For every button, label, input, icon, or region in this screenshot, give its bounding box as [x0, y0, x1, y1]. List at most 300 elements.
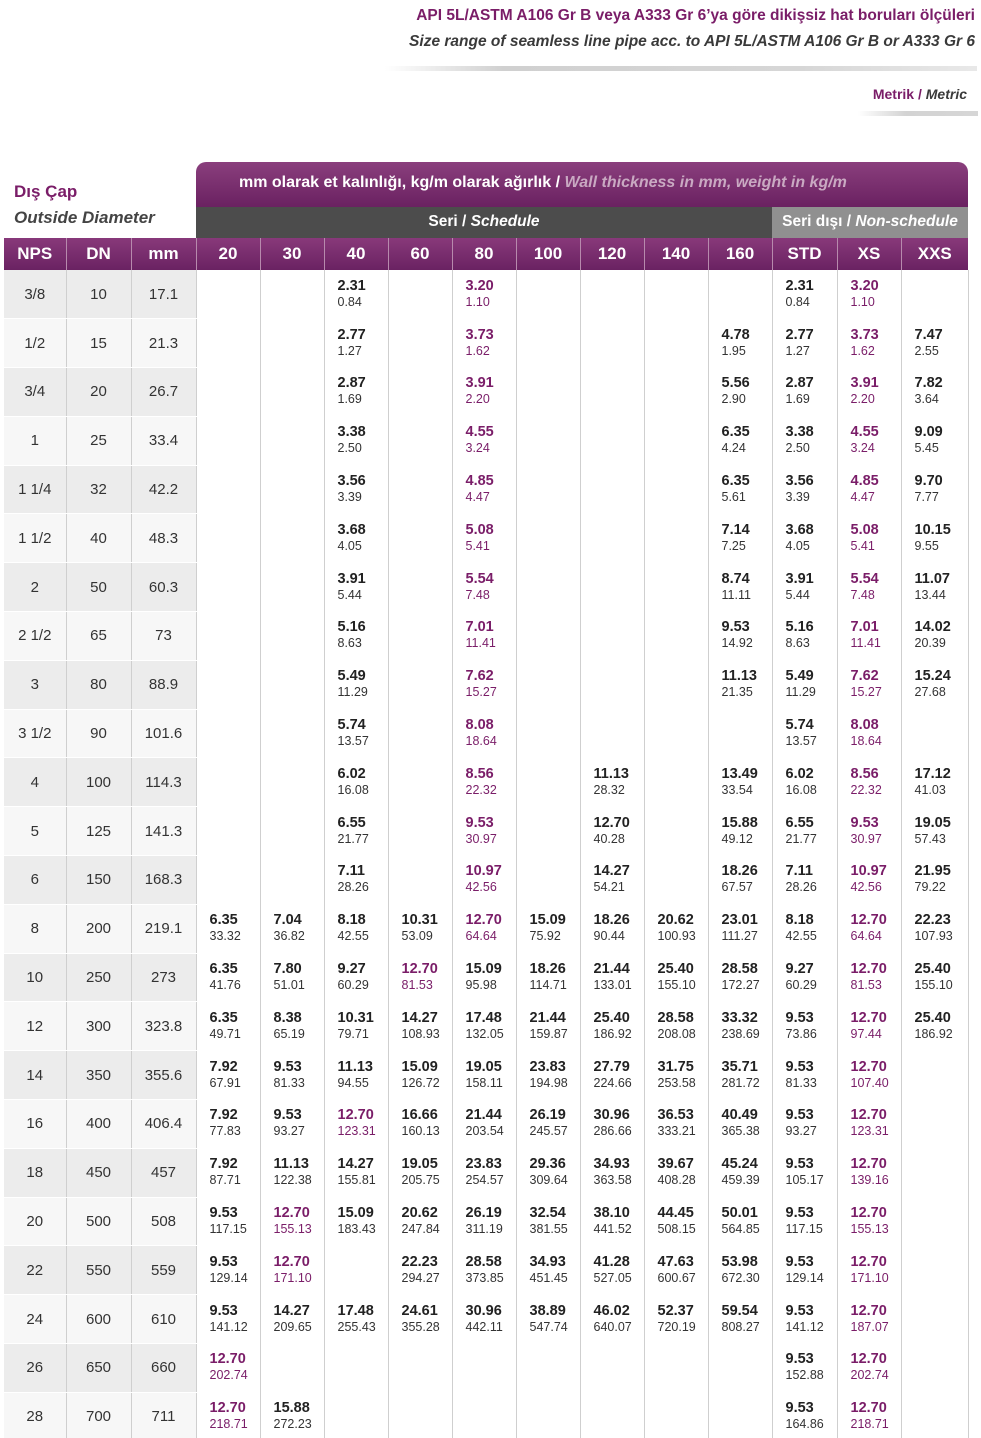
wall-thickness-value: 40.49 [721, 1107, 758, 1124]
weight-value: 108.93 [401, 1026, 440, 1041]
wall-thickness-value: 9.53 [785, 1302, 814, 1319]
cell-sch-std [772, 1148, 837, 1197]
cell-sch-40 [324, 758, 388, 807]
weight-value: 67.57 [721, 880, 753, 895]
weight-value: 40.28 [593, 831, 625, 846]
wall-thickness-value: 10.97 [850, 863, 887, 880]
weight-value: 105.17 [785, 1173, 824, 1188]
column-header-mm: mm [131, 238, 196, 270]
cell-sch-140 [644, 1051, 708, 1100]
cell-sch-80 [452, 416, 516, 465]
wall-thickness-value: 46.02 [593, 1302, 630, 1319]
wall-thickness-value: 9.53 [785, 1205, 814, 1222]
weight-value: 53.09 [401, 929, 433, 944]
cell-nps: 1 1/2 [4, 514, 66, 563]
cell-sch-40 [324, 1295, 388, 1344]
wall-thickness-value: 4.78 [721, 326, 750, 343]
weight-value: 28.32 [593, 782, 625, 797]
weight-value: 3.24 [465, 441, 490, 456]
cell-sch-xxs [901, 1295, 968, 1344]
wall-thickness-value: 7.62 [465, 668, 494, 685]
wall-thickness-value: 9.53 [721, 619, 750, 636]
wall-thickness-value: 21.44 [593, 961, 630, 978]
wall-thickness-value: 8.08 [850, 717, 879, 734]
wall-thickness-value: 25.40 [657, 961, 694, 978]
cell-sch-30 [260, 1246, 324, 1295]
cell-sch-std [772, 368, 837, 417]
cell-dn: 500 [66, 1197, 131, 1246]
cell-mm: 355.6 [131, 1051, 196, 1100]
cell-sch-20 [196, 514, 260, 563]
weight-value: 508.15 [657, 1222, 696, 1237]
cell-nps: 3 1/2 [4, 709, 66, 758]
cell-nps: 3 [4, 660, 66, 709]
weight-value: 218.71 [850, 1416, 889, 1431]
cell-sch-160 [708, 1002, 772, 1051]
cell-sch-100 [516, 319, 580, 368]
weight-value: 255.43 [337, 1319, 376, 1334]
outside-diameter-label-tr: Dış Çap [14, 182, 78, 201]
cell-sch-100 [516, 1197, 580, 1246]
wall-thickness-value: 17.48 [337, 1302, 374, 1319]
cell-sch-xs [837, 660, 901, 709]
cell-sch-20 [196, 465, 260, 514]
cell-sch-80 [452, 1148, 516, 1197]
pipe-size-table [4, 238, 969, 1438]
weight-value: 18.64 [850, 734, 882, 749]
wall-thickness-value: 39.67 [657, 1156, 694, 1173]
cell-sch-80 [452, 1100, 516, 1149]
wall-thickness-value: 3.38 [785, 424, 814, 441]
table-row [4, 904, 968, 953]
cell-sch-30 [260, 1051, 324, 1100]
cell-nps: 26 [4, 1344, 66, 1393]
cell-sch-30 [260, 319, 324, 368]
cell-sch-80 [452, 1344, 516, 1393]
schedule-header [196, 207, 772, 238]
weight-value: 527.05 [593, 1270, 632, 1285]
wall-thickness-value: 6.35 [721, 473, 750, 490]
weight-value: 8.63 [337, 636, 362, 651]
weight-value: 155.10 [914, 978, 953, 993]
wall-thickness-value: 45.24 [721, 1156, 758, 1173]
table-row [4, 270, 968, 319]
weight-value: 564.85 [721, 1222, 760, 1237]
weight-value: 4.24 [721, 441, 746, 456]
cell-sch-xs [837, 856, 901, 905]
wall-thickness-value: 14.27 [401, 1009, 438, 1026]
cell-sch-xs [837, 1002, 901, 1051]
wall-thickness-value: 18.26 [721, 863, 758, 880]
cell-sch-std [772, 953, 837, 1002]
table-row [4, 807, 968, 856]
cell-sch-xxs [901, 904, 968, 953]
cell-sch-140 [644, 563, 708, 612]
weight-value: 81.53 [401, 978, 433, 993]
cell-sch-xxs [901, 1197, 968, 1246]
cell-sch-100 [516, 1392, 580, 1438]
cell-sch-40 [324, 416, 388, 465]
schedule-header-tr: Seri / [428, 213, 471, 230]
cell-sch-60 [388, 563, 452, 612]
cell-sch-std [772, 416, 837, 465]
cell-sch-std [772, 465, 837, 514]
weight-value: 18.64 [465, 734, 497, 749]
wall-thickness-value: 3.56 [785, 473, 814, 490]
wall-thickness-value: 31.75 [657, 1058, 694, 1075]
cell-sch-xs [837, 465, 901, 514]
table-row [4, 1100, 968, 1149]
cell-sch-std [772, 1295, 837, 1344]
weight-value: 155.13 [273, 1222, 312, 1237]
weight-value: 67.91 [209, 1075, 241, 1090]
weight-value: 0.84 [337, 294, 362, 309]
cell-sch-std [772, 856, 837, 905]
weight-value: 254.57 [465, 1173, 504, 1188]
weight-value: 194.98 [529, 1075, 568, 1090]
cell-sch-120 [580, 856, 644, 905]
weight-value: 365.38 [721, 1124, 760, 1139]
weight-value: 94.55 [337, 1075, 369, 1090]
cell-sch-xxs [901, 856, 968, 905]
weight-value: 41.76 [209, 978, 241, 993]
non-schedule-header-tr: Seri dışı / [782, 213, 856, 230]
weight-value: 4.47 [465, 490, 490, 505]
weight-value: 2.50 [785, 441, 810, 456]
wall-thickness-value: 9.27 [337, 961, 366, 978]
cell-mm: 88.9 [131, 660, 196, 709]
cell-sch-xs [837, 1197, 901, 1246]
wall-thickness-value: 2.31 [785, 277, 814, 294]
weight-value: 8.63 [785, 636, 810, 651]
wall-thickness-value: 9.53 [785, 1009, 814, 1026]
cell-sch-40 [324, 368, 388, 417]
cell-mm: 457 [131, 1148, 196, 1197]
cell-sch-40 [324, 612, 388, 661]
schedule-header-en: Schedule [470, 213, 540, 230]
cell-sch-120 [580, 953, 644, 1002]
wall-thickness-value: 38.10 [593, 1205, 630, 1222]
weight-value: 408.28 [657, 1173, 696, 1188]
cell-nps: 1 [4, 416, 66, 465]
cell-dn: 90 [66, 709, 131, 758]
cell-sch-60 [388, 807, 452, 856]
cell-nps: 16 [4, 1100, 66, 1149]
wall-thickness-value: 10.97 [465, 863, 502, 880]
cell-dn: 450 [66, 1148, 131, 1197]
cell-mm: 559 [131, 1246, 196, 1295]
wall-thickness-value: 21.95 [914, 863, 951, 880]
wall-thickness-value: 7.92 [209, 1107, 238, 1124]
cell-mm: 17.1 [131, 270, 196, 319]
table-row [4, 953, 968, 1002]
table-row [4, 368, 968, 417]
weight-value: 81.33 [785, 1075, 817, 1090]
cell-sch-140 [644, 758, 708, 807]
cell-sch-xs [837, 612, 901, 661]
weight-value: 11.41 [850, 636, 881, 651]
cell-sch-xs [837, 416, 901, 465]
wall-thickness-value: 2.77 [785, 326, 814, 343]
weight-value: 720.19 [657, 1319, 696, 1334]
cell-sch-40 [324, 563, 388, 612]
wall-thickness-value: 15.24 [914, 668, 951, 685]
weight-value: 21.35 [721, 685, 753, 700]
cell-sch-120 [580, 1392, 644, 1438]
weight-value: 87.71 [209, 1173, 241, 1188]
cell-sch-120 [580, 1246, 644, 1295]
cell-sch-40 [324, 1148, 388, 1197]
cell-sch-xs [837, 1051, 901, 1100]
cell-sch-100 [516, 856, 580, 905]
wall-thickness-value: 59.54 [721, 1302, 758, 1319]
weight-value: 381.55 [529, 1222, 568, 1237]
cell-dn: 125 [66, 807, 131, 856]
wall-thickness-value: 20.62 [657, 912, 694, 929]
column-header-std: STD [772, 238, 837, 270]
cell-sch-120 [580, 1148, 644, 1197]
cell-mm: 508 [131, 1197, 196, 1246]
weight-value: 22.32 [465, 782, 497, 797]
wall-thickness-value: 22.23 [401, 1253, 438, 1270]
cell-sch-20 [196, 856, 260, 905]
cell-sch-std [772, 1051, 837, 1100]
non-schedule-header-en: Non-schedule [855, 213, 958, 230]
table-row [4, 758, 968, 807]
wall-thickness-value: 29.36 [529, 1156, 566, 1173]
cell-dn: 65 [66, 612, 131, 661]
wall-thickness-value: 21.44 [465, 1107, 502, 1124]
cell-nps: 14 [4, 1051, 66, 1100]
cell-sch-xxs [901, 1246, 968, 1295]
weight-value: 159.87 [529, 1026, 568, 1041]
weight-value: 93.27 [785, 1124, 817, 1139]
table-row [4, 465, 968, 514]
wall-thickness-value: 3.91 [850, 375, 879, 392]
weight-value: 245.57 [529, 1124, 568, 1139]
cell-sch-40 [324, 270, 388, 319]
unit-label-tr: Metrik / [872, 86, 926, 102]
cell-mm: 101.6 [131, 709, 196, 758]
wall-thickness-value: 7.92 [209, 1156, 238, 1173]
cell-sch-120 [580, 1197, 644, 1246]
cell-sch-std [772, 563, 837, 612]
weight-value: 28.26 [337, 880, 369, 895]
cell-sch-std [772, 514, 837, 563]
cell-sch-std [772, 1246, 837, 1295]
weight-value: 7.25 [721, 538, 746, 553]
cell-sch-30 [260, 660, 324, 709]
wall-thickness-value: 9.53 [785, 1351, 814, 1368]
wall-thickness-value: 12.70 [209, 1351, 246, 1368]
weight-value: 60.29 [337, 978, 369, 993]
column-header-nps: NPS [4, 238, 66, 270]
cell-sch-160 [708, 563, 772, 612]
table-row [4, 563, 968, 612]
cell-sch-160 [708, 1392, 772, 1438]
wall-thickness-value: 19.05 [401, 1156, 438, 1173]
weight-value: 238.69 [721, 1026, 760, 1041]
table-row [4, 856, 968, 905]
wall-thickness-value: 2.77 [337, 326, 366, 343]
wall-thickness-value: 7.92 [209, 1058, 238, 1075]
cell-sch-40 [324, 660, 388, 709]
cell-sch-60 [388, 1246, 452, 1295]
wall-thickness-value: 19.05 [914, 814, 951, 831]
cell-sch-120 [580, 612, 644, 661]
weight-value: 183.43 [337, 1222, 376, 1237]
cell-sch-20 [196, 904, 260, 953]
cell-sch-std [772, 1392, 837, 1438]
cell-sch-160 [708, 1100, 772, 1149]
non-schedule-header [772, 207, 968, 238]
cell-sch-xs [837, 1344, 901, 1393]
weight-value: 5.41 [850, 538, 875, 553]
cell-sch-30 [260, 1295, 324, 1344]
cell-dn: 300 [66, 1002, 131, 1051]
cell-nps: 18 [4, 1148, 66, 1197]
wall-thickness-value: 41.28 [593, 1253, 630, 1270]
cell-sch-20 [196, 1002, 260, 1051]
weight-value: 160.13 [401, 1124, 440, 1139]
weight-value: 21.77 [337, 831, 369, 846]
weight-value: 42.55 [337, 929, 369, 944]
cell-sch-100 [516, 1246, 580, 1295]
cell-sch-140 [644, 368, 708, 417]
wall-thickness-value: 5.74 [785, 717, 814, 734]
weight-value: 123.31 [337, 1124, 376, 1139]
wall-thickness-value: 3.91 [785, 570, 814, 587]
wall-thickness-value: 30.96 [593, 1107, 630, 1124]
wall-thickness-value: 7.14 [721, 521, 750, 538]
weight-value: 4.05 [785, 538, 810, 553]
wall-thickness-value: 12.70 [850, 1058, 887, 1075]
weight-value: 42.56 [850, 880, 882, 895]
cell-sch-160 [708, 1295, 772, 1344]
cell-sch-100 [516, 709, 580, 758]
wall-thickness-value: 3.68 [337, 521, 366, 538]
wall-thickness-value: 3.91 [465, 375, 494, 392]
weight-value: 253.58 [657, 1075, 696, 1090]
cell-sch-30 [260, 1100, 324, 1149]
cell-sch-40 [324, 709, 388, 758]
wall-thickness-value: 5.74 [337, 717, 366, 734]
wall-thickness-value: 14.27 [273, 1302, 310, 1319]
weight-value: 164.86 [785, 1416, 824, 1431]
cell-sch-20 [196, 319, 260, 368]
weight-value: 90.44 [593, 929, 625, 944]
cell-mm: 42.2 [131, 465, 196, 514]
wall-thickness-value: 17.48 [465, 1009, 502, 1026]
weight-value: 36.82 [273, 929, 305, 944]
wall-thickness-value: 3.38 [337, 424, 366, 441]
wall-thickness-value: 4.85 [850, 473, 879, 490]
cell-sch-xs [837, 319, 901, 368]
wall-thickness-value: 9.53 [850, 814, 879, 831]
cell-sch-80 [452, 319, 516, 368]
wall-thickness-value: 23.01 [721, 912, 758, 929]
weight-value: 5.45 [914, 441, 939, 456]
weight-value: 4.05 [337, 538, 362, 553]
cell-sch-std [772, 904, 837, 953]
weight-value: 33.54 [721, 782, 753, 797]
table-body [4, 270, 968, 1438]
weight-value: 93.27 [273, 1124, 305, 1139]
weight-value: 309.64 [529, 1173, 568, 1188]
cell-sch-80 [452, 1051, 516, 1100]
cell-mm: 660 [131, 1344, 196, 1393]
weight-value: 203.54 [465, 1124, 504, 1139]
cell-sch-120 [580, 514, 644, 563]
wall-thickness-value: 12.70 [337, 1107, 374, 1124]
cell-mm: 141.3 [131, 807, 196, 856]
cell-sch-xs [837, 1100, 901, 1149]
cell-sch-120 [580, 368, 644, 417]
cell-sch-60 [388, 514, 452, 563]
cell-sch-140 [644, 612, 708, 661]
weight-value: 7.48 [465, 587, 490, 602]
title-divider [385, 66, 977, 71]
cell-sch-80 [452, 1392, 516, 1438]
cell-sch-xs [837, 953, 901, 1002]
wall-thickness-value: 18.26 [593, 912, 630, 929]
weight-value: 21.77 [785, 831, 817, 846]
cell-nps: 24 [4, 1295, 66, 1344]
wall-thickness-value: 12.70 [850, 1009, 887, 1026]
weight-value: 42.56 [465, 880, 497, 895]
weight-value: 28.26 [785, 880, 817, 895]
cell-sch-20 [196, 1295, 260, 1344]
wall-thickness-value: 28.58 [465, 1253, 502, 1270]
cell-sch-std [772, 758, 837, 807]
cell-sch-140 [644, 416, 708, 465]
cell-nps: 2 1/2 [4, 612, 66, 661]
weight-value: 355.28 [401, 1319, 440, 1334]
weight-value: 1.95 [721, 343, 746, 358]
weight-value: 11.29 [337, 685, 368, 700]
cell-mm: 711 [131, 1392, 196, 1438]
cell-sch-160 [708, 904, 772, 953]
cell-sch-60 [388, 416, 452, 465]
cell-sch-xxs [901, 1051, 968, 1100]
cell-sch-xs [837, 1392, 901, 1438]
cell-sch-160 [708, 465, 772, 514]
cell-dn: 15 [66, 319, 131, 368]
cell-sch-60 [388, 1148, 452, 1197]
column-header-sch-100: 100 [516, 238, 580, 270]
cell-sch-140 [644, 1392, 708, 1438]
cell-sch-60 [388, 856, 452, 905]
cell-sch-20 [196, 1100, 260, 1149]
cell-sch-100 [516, 1051, 580, 1100]
column-header-xxs: XXS [901, 238, 968, 270]
weight-value: 133.01 [593, 978, 632, 993]
cell-sch-60 [388, 904, 452, 953]
cell-mm: 21.3 [131, 319, 196, 368]
cell-sch-100 [516, 1344, 580, 1393]
cell-sch-120 [580, 1100, 644, 1149]
cell-sch-30 [260, 1148, 324, 1197]
cell-sch-30 [260, 856, 324, 905]
wall-thickness-value: 7.47 [914, 326, 943, 343]
cell-sch-160 [708, 1197, 772, 1246]
cell-nps: 28 [4, 1392, 66, 1438]
cell-sch-20 [196, 1344, 260, 1393]
cell-dn: 80 [66, 660, 131, 709]
cell-nps: 10 [4, 953, 66, 1002]
cell-sch-100 [516, 660, 580, 709]
cell-sch-20 [196, 709, 260, 758]
